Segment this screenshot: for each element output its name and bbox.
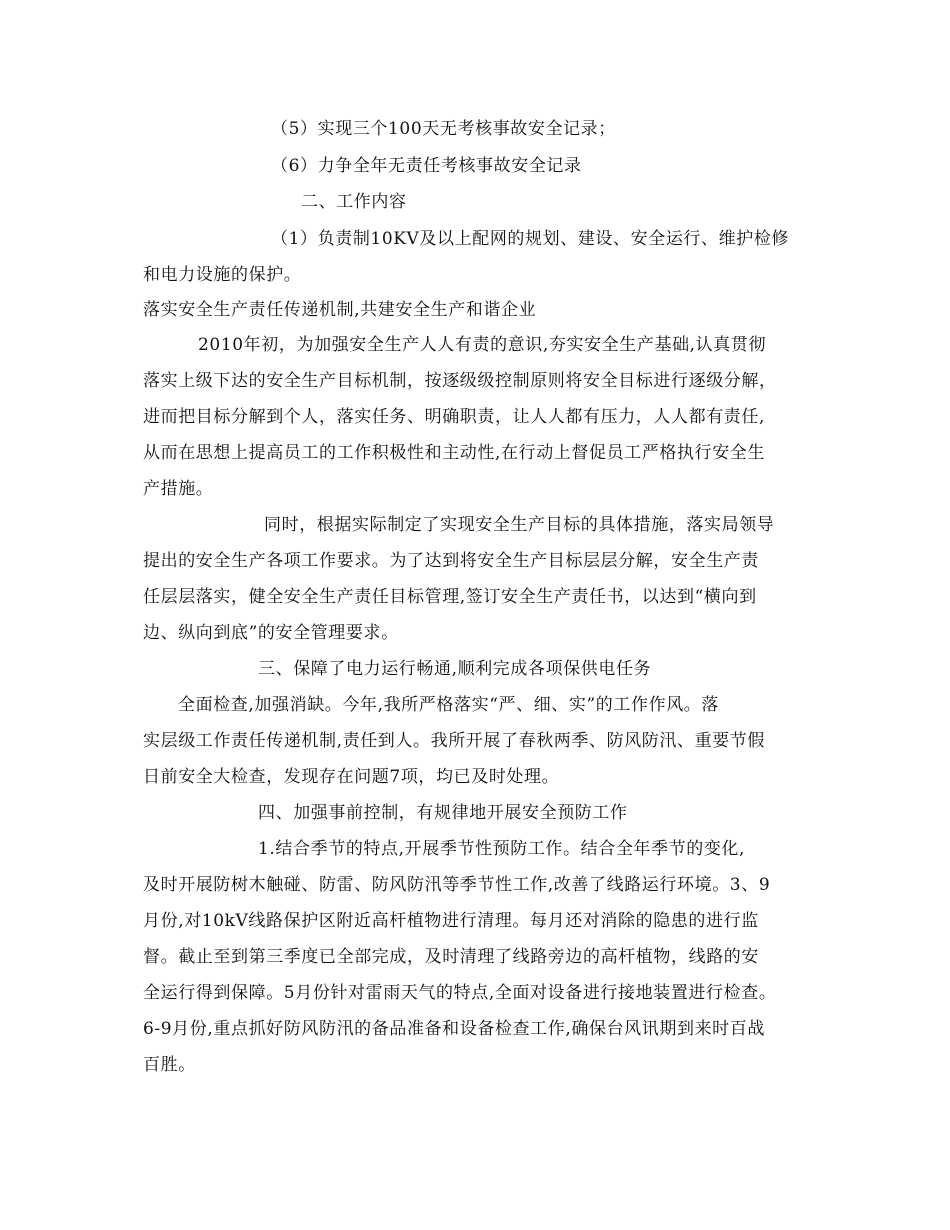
text-line: 提出的安全生产各项工作要求。为了达到将安全生产目标层层分解，安全生产责 [143, 551, 759, 571]
text-line: 6-9月份,重点抓好防风防汛的备品准备和设备检查工作,确保台风讯期到来时百战 [143, 1019, 765, 1039]
text-line: 全面检查,加强消缺。今年,我所严格落实“严、细、实”的工作作风。落 [178, 695, 719, 715]
text-line: 百胜。 [143, 1055, 196, 1075]
text-line: 全运行得到保障。5月份针对雷雨天气的特点,全面对设备进行接地装置进行检查。 [143, 983, 777, 1003]
text-line: 同时，根据实际制定了实现安全生产目标的具体措施，落实局领导 [264, 515, 775, 535]
text-line: 2010年初，为加强安全生产人人有责的意识,夯实安全生产基础,认真贯彻 [198, 335, 767, 355]
text-line: 日前安全大检查，发现存在问题7项，均已及时处理。 [143, 767, 560, 787]
text-line: （6）力争全年无责任考核事故安全记录 [271, 156, 582, 176]
section-heading: 二、工作内容 [301, 192, 407, 212]
text-line: 1.结合季节的特点,开展季节性预防工作。结合全年季节的变化, [258, 839, 746, 859]
text-line: （5）实现三个100天无考核事故安全记录； [271, 119, 616, 139]
text-line: 和电力设施的保护。 [143, 265, 302, 285]
text-line: 月份,对10kV线路保护区附近高杆植物进行清理。每月还对消除的隐患的进行监 [143, 911, 759, 931]
text-line: 进而把目标分解到个人，落实任务、明确职责，让人人都有压力，人人都有责任, [143, 407, 766, 427]
text-line: 任层层落实，健全安全生产责任目标管理,签订安全生产责任书，以达到“横向到 [143, 587, 757, 607]
text-line: 实层级工作责任传递机制,责任到人。我所开展了春秋两季、防风防汛、重要节假 [143, 731, 766, 751]
text-line: 产措施。 [143, 479, 214, 499]
text-line: 从而在思想上提高员工的工作积极性和主动性,在行动上督促员工严格执行安全生 [143, 443, 766, 463]
text-line: 及时开展防树木触碰、防雷、防风防汛等季节性工作,改善了线路运行环境。3、9 [143, 875, 771, 895]
text-line: （1）负责制10KV及以上配网的规划、建设、安全运行、维护检修 [271, 229, 790, 249]
text-line: 落实上级下达的安全生产目标机制，按逐级级控制原则将安全目标进行逐级分解， [143, 371, 777, 391]
text-line: 边、纵向到底”的安全管理要求。 [143, 623, 399, 643]
text-line: 督。截止至到第三季度已全部完成，及时清理了线路旁边的高杆植物，线路的安 [143, 947, 759, 967]
section-heading: 落实安全生产责任传递机制,共建安全生产和谐企业 [143, 300, 537, 320]
section-heading: 四、加强事前控制，有规律地开展安全预防工作 [258, 803, 628, 823]
section-heading: 三、保障了电力运行畅通,顺利完成各项保供电任务 [258, 659, 652, 679]
